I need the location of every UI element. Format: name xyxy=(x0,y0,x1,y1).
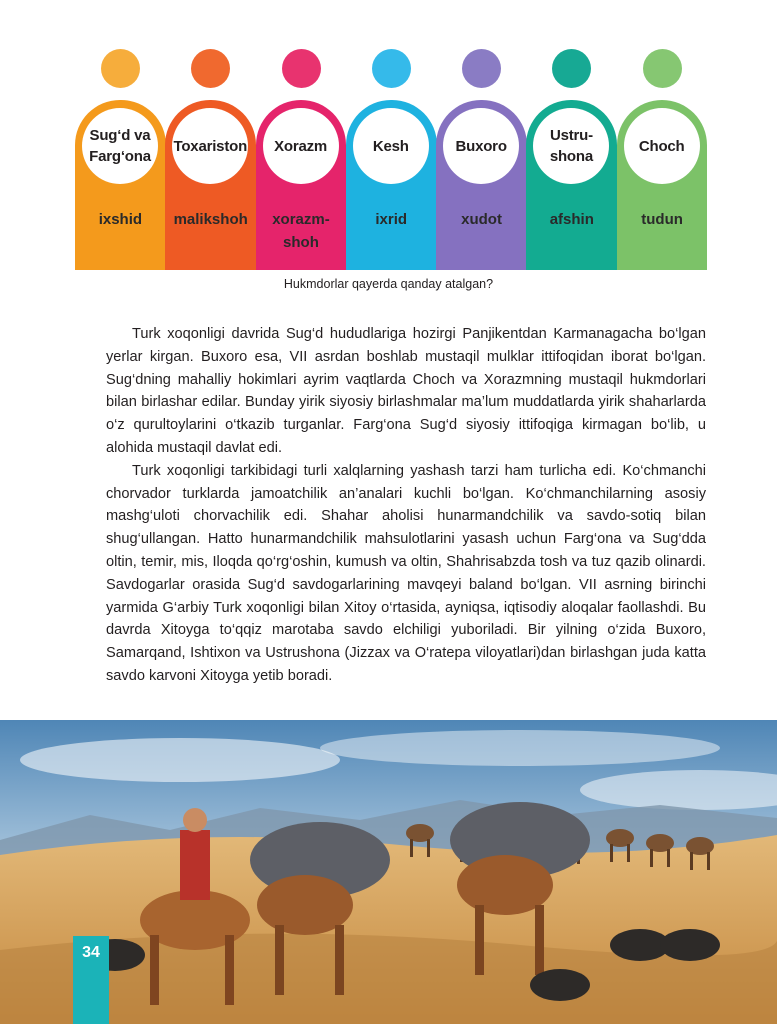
region-dot xyxy=(462,49,501,88)
region-dot xyxy=(282,49,321,88)
paragraph-1: Turk xoqonligi davrida Sug‘d hududlariga hozirgi Panjikentdan Karmanagacha bo‘lgan yerlar kirgan. Buxoro esa, VII asrdan boshlab mustaqil mulklar ittifoqidan iborat bo‘lgan. Sug‘dning mahalliy hokimlari ayrim vaqtlarda Choch va Xorazmning mustaqil hukmdorlari bilan birlashar edilar. Bunday yirik siyosiy birlashmalar ma’lum muddatlarda yirik shaharlarda o‘z qurultoylarini o‘tkazib turganlar. Farg‘ona Sug‘d siyosiy ittifoqiga kirmagan bo‘lib, u alohida mustaqil davlat edi. xyxy=(106,326,706,456)
region-badge xyxy=(624,108,700,184)
camel-leg xyxy=(535,905,544,975)
camel-leg xyxy=(667,849,670,867)
cloud xyxy=(20,738,340,782)
region-dot xyxy=(101,49,140,88)
body-text xyxy=(106,323,706,688)
camel-leg xyxy=(427,839,430,857)
infographic-caption: Hukmdorlar qayerda qanday atalgan? xyxy=(283,277,494,291)
camel-leg xyxy=(690,852,693,870)
page-number: 34 xyxy=(73,936,109,1024)
camel-leg xyxy=(627,844,630,862)
region-name: Xorazm xyxy=(274,137,328,155)
region-badge xyxy=(533,108,609,184)
ruler-title: ixrid xyxy=(375,211,408,228)
region-badge xyxy=(443,108,519,184)
region-column xyxy=(436,40,527,270)
caravan-image xyxy=(0,720,777,1024)
rider-head xyxy=(183,808,207,832)
camel-leg xyxy=(707,852,710,870)
camel-leg xyxy=(335,925,344,995)
region-badge xyxy=(172,108,248,184)
region-name: Choch xyxy=(638,137,685,155)
region-name: Toxariston xyxy=(173,137,248,155)
region-dot xyxy=(643,49,682,88)
cloud xyxy=(320,730,720,766)
region-badge xyxy=(82,108,158,184)
region-name: Ustru- shona xyxy=(549,127,594,165)
ruler-title: xudot xyxy=(461,211,502,228)
ruler-title: xorazm- shoh xyxy=(272,211,330,251)
region-name: Sug‘d va Farg‘ona xyxy=(89,127,151,165)
region-badge xyxy=(353,108,429,184)
ruler-title: tudun xyxy=(641,211,683,228)
region-column xyxy=(256,40,347,270)
dog xyxy=(660,929,720,961)
region-name: Buxoro xyxy=(455,137,507,155)
rider xyxy=(180,830,210,900)
horse-leg xyxy=(150,935,159,1005)
camel-leg xyxy=(610,844,613,862)
region-column xyxy=(75,40,166,270)
ruler-title: malikshoh xyxy=(173,211,248,228)
region-dot xyxy=(372,49,411,88)
region-column xyxy=(165,40,256,270)
ruler-title: ixshid xyxy=(98,211,143,228)
region-dot xyxy=(552,49,591,88)
region-column xyxy=(526,40,617,270)
ruler-title: afshin xyxy=(549,211,594,228)
region-column xyxy=(617,40,708,270)
region-badge xyxy=(263,108,339,184)
camel-leg xyxy=(410,839,413,857)
camel-leg xyxy=(650,849,653,867)
caravan-illustration xyxy=(0,720,777,1024)
dog xyxy=(530,969,590,1001)
region-name: Kesh xyxy=(372,137,409,155)
region-column xyxy=(346,40,437,270)
paragraph-2: Turk xoqonligi tarkibidagi turli xalqlarning yashash tarzi ham turlicha edi. Ko‘chmanchi chorvador turklarda jamoatchilik an’analari kuchli bo‘lgan. Ko‘chmanchilarning asosiy mashg‘uloti chorvachilik edi. Shahar aholisi hunarmandchilik va savdo-sotiq bilan shug‘ullangan. Hatto hunarmandchilik mahsulotlarini yasash uchun Farg‘ona va Sug‘dda oltin, temir, mis, Iloqda qo‘rg‘oshin, kumush va oltin, Shahrisabzda tosh va tuz qazib olinardi. Savdogarlar orasida Sug‘d savdogarlarining mavqeyi baland bo‘lgan. VII asrning birinchi yarmida G‘arbiy Turk xoqonligi bilan Xitoy o‘rtasida, ayniqsa, iqtisodiy aloqalar faollashdi. Bu davrda Xitoyga to‘qqiz marotaba savdo elchiligi yuboriladi. Bir yilning o‘zida Buxoro, Samarqand, Ishtixon va Ustrushona (Jizzax va O‘ratepa viloyatlari)dan birlashgan juda katta savdo karvoni Xitoyga yetib boradi. xyxy=(106,462,706,684)
horse-leg xyxy=(225,935,234,1005)
region-dot xyxy=(191,49,230,88)
camel-leg xyxy=(275,925,284,995)
rulers-infographic xyxy=(75,40,707,270)
camel-leg xyxy=(475,905,484,975)
